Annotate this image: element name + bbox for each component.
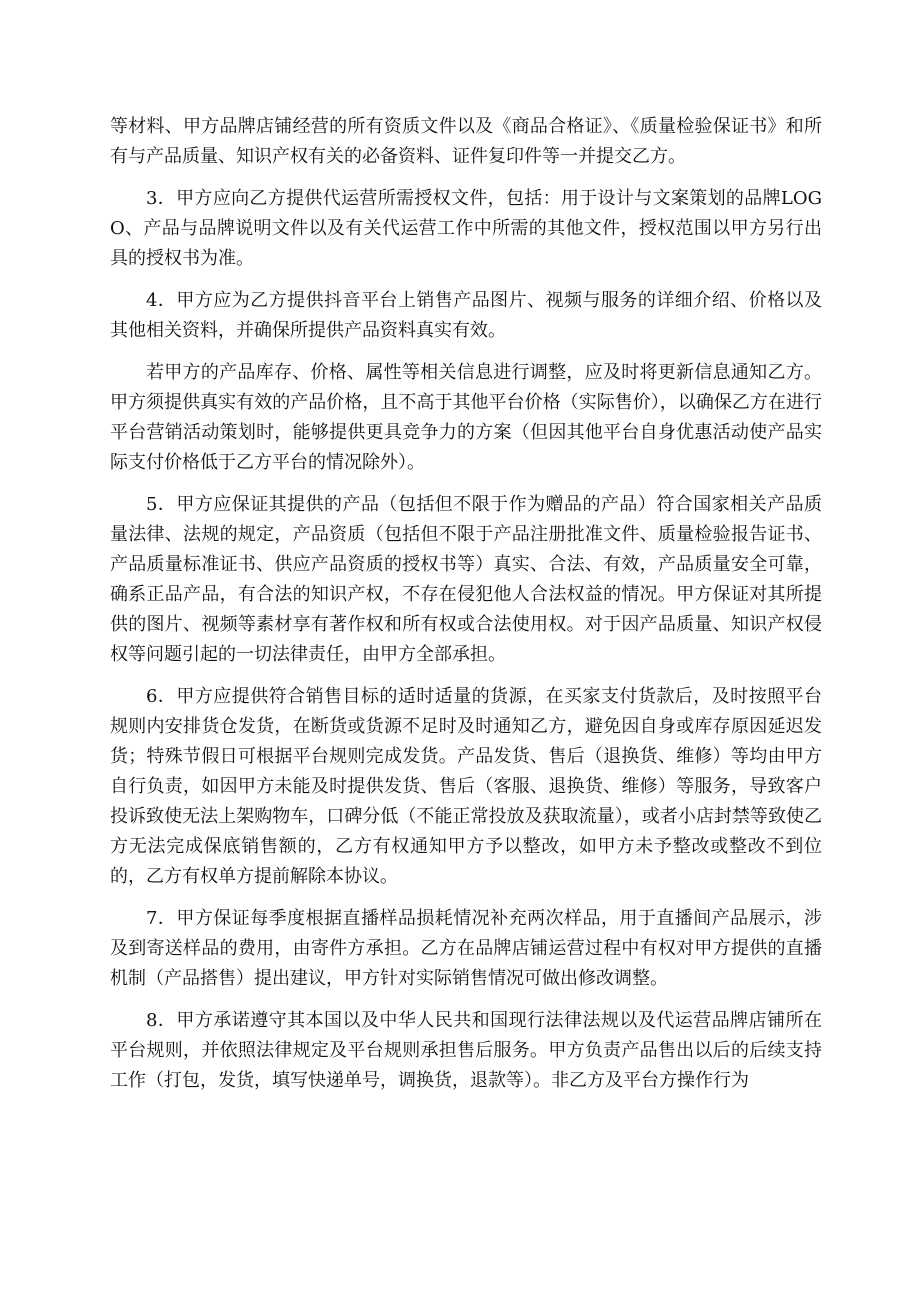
paragraph-clause-8: 8．甲方承诺遵守其本国以及中华人民共和国现行法律法规以及代运营品牌店铺所在平台规则，并依照法律规定及平台规则承担售后服务。甲方负责产品售出以后的后续支持工作（打包，发货，填写快递单号，调换货，退款等）。非乙方及平台方操作行为 (110, 1010, 822, 1091)
paragraph-clause-4: 4．甲方应为乙方提供抖音平台上销售产品图片、视频与服务的详细介绍、价格以及其他相关资料，并确保所提供产品资料真实有效。 (110, 290, 822, 341)
paragraph-clause-7: 7．甲方保证每季度根据直播样品损耗情况补充两次样品，用于直播间产品展示，涉及到寄送样品的费用，由寄件方承担。乙方在品牌店铺运营过程中有权对甲方提供的直播机制（产品搭售）提出建议，甲方针对实际销售情况可做出修改调整。 (110, 908, 822, 989)
paragraph-clause-5: 5．甲方应保证其提供的产品（包括但不限于作为赠品的产品）符合国家相关产品质量法律、法规的规定，产品资质（包括但不限于产品注册批准文件、质量检验报告证书、产品质量标准证书、供应产品资质的授权书等）真实、合法、有效，产品质量安全可靠，确系正品产品，有合法的知识产权，不存在侵犯他人合法权益的情况。甲方保证对其所提供的图片、视频等素材享有著作权和所有权或合法使用权。对于因产品质量、知识产权侵权等问题引起的一切法律责任，由甲方全部承担。 (110, 494, 822, 665)
paragraph-clause-4-addendum: 若甲方的产品库存、价格、属性等相关信息进行调整，应及时将更新信息通知乙方。甲方须提供真实有效的产品价格，且不高于其他平台价格（实际售价），以确保乙方在进行平台营销活动策划时，能够提供更具竞争力的方案（但因其他平台自身优惠活动使产品实际支付价格低于乙方平台的情况除外）。 (110, 362, 822, 473)
paragraph-continuation: 等材料、甲方品牌店铺经营的所有资质文件以及《商品合格证》、《质量检验保证书》和所有与产品质量、知识产权有关的必备资料、证件复印件等一并提交乙方。 (110, 116, 822, 167)
paragraph-clause-3: 3．甲方应向乙方提供代运营所需授权文件，包括：用于设计与文案策划的品牌LOGO、产品与品牌说明文件以及有关代运营工作中所需的其他文件，授权范围以甲方另行出具的授权书为准。 (110, 188, 822, 269)
paragraph-clause-6: 6．甲方应提供符合销售目标的适时适量的货源，在买家支付货款后，及时按照平台规则内安排货仓发货，在断货或货源不足时及时通知乙方，避免因自身或库存原因延迟发货；特殊节假日可根据平台规则完成发货。产品发货、售后（退换货、维修）等均由甲方自行负责，如因甲方未能及时提供发货、售后（客服、退换货、维修）等服务，导致客户投诉致使无法上架购物车，口碑分低（不能正常投放及获取流量），或者小店封禁等致使乙方无法完成保底销售额的，乙方有权通知甲方予以整改，如甲方未予整改或整改不到位的，乙方有权单方提前解除本协议。 (110, 686, 822, 887)
document-body (110, 112, 822, 1108)
